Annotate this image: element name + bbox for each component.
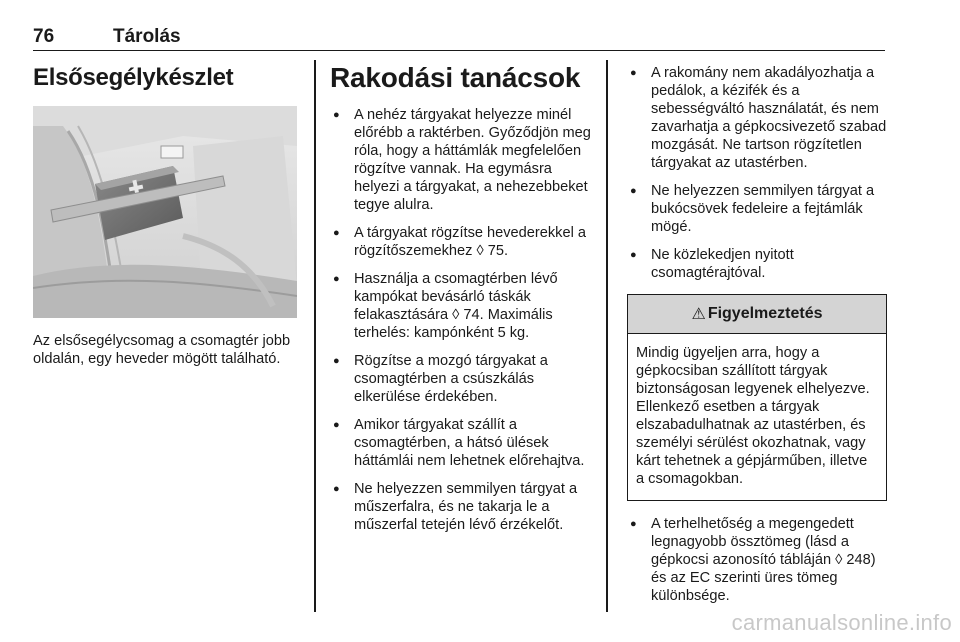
list-item: ● A nehéz tárgyakat helyezze minél előrébb a raktérben. Győződjön meg róla, hogy a háttámlák megfelelően rögzítve vannak. Ha egymásra helyezi a tárgyakat, a nehezebbeket tegye alulra. — [330, 106, 592, 214]
middle-column — [330, 60, 592, 534]
column-divider-1 — [314, 60, 316, 612]
loading-tips-list-bottom — [627, 515, 887, 605]
page-header — [33, 26, 885, 51]
list-item: ● A rakomány nem akadályozhatja a pedálok, a kézifék és a sebességváltó használatát, és nem zavarhatja a gépkocsivezető szabad mozgását. Ne tartson rögzítetlen tárgyakat az utastérben. — [627, 64, 887, 172]
first-aid-caption: Az elsősegélycsomag a csomagtér jobb oldalán, egy heveder mögött található. — [33, 333, 291, 367]
warning-title: Figyelmeztetés — [707, 305, 823, 322]
list-item: ● A tárgyakat rögzítse hevederekkel a rögzítőszemekhez ◊ 75. — [330, 224, 592, 260]
list-item: ● Ne közlekedjen nyitott csomagtérajtóval. — [627, 246, 887, 282]
warning-box — [627, 294, 887, 501]
right-column — [627, 60, 887, 605]
section-title-loading-tips: Rakodási tanácsok — [330, 62, 581, 93]
loading-tips-list — [330, 106, 592, 534]
warning-triangle-icon: ⚠ — [691, 306, 706, 323]
list-item: ● Amikor tárgyakat szállít a csomagtérben, a hátsó ülések háttámlái nem lehetnek előrehajtva. — [330, 416, 592, 470]
list-item: ● Ne helyezzen semmilyen tárgyat a műszerfalra, és ne takarja le a műszerfal tetején lévő érzékelőt. — [330, 480, 592, 534]
warning-text: Mindig ügyeljen arra, hogy a gépkocsiban szállított tárgyak biztonságosan legyenek elhelyezve. Ellenkező esetben a tárgyak elszabadulhatnak az utastérben, és személyi sérülést okozhatnak, vagy kárt tehetnek a gépjárműben, illetve a csomagokban. — [636, 345, 870, 487]
chapter-title: Tárolás — [113, 26, 181, 47]
left-column — [33, 60, 301, 368]
list-item: ● Használja a csomagtérben lévő kampókat bevásárló táskák felakasztására ◊ 74. Maximális terhelés: kampónként 5 kg. — [330, 270, 592, 342]
first-aid-kit-photo — [33, 106, 297, 318]
list-item: ● Rögzítse a mozgó tárgyakat a csomagtérben a csúszkálás elkerülése érdekében. — [330, 352, 592, 406]
warning-header — [628, 295, 886, 334]
column-divider-2 — [606, 60, 608, 612]
watermark: carmanualsonline.info — [731, 610, 952, 635]
list-item: ● Ne helyezzen semmilyen tárgyat a bukócsövek fedeleire a fejtámlák mögé. — [627, 182, 887, 236]
list-item: ● A terhelhetőség a megengedett legnagyobb össztömeg (lásd a gépkocsi azonosító tábláján ◊ 248) és az EC szerinti üres tömeg különbsége. — [627, 515, 887, 605]
page-number: 76 — [33, 26, 55, 47]
loading-tips-list-continued — [627, 64, 887, 282]
section-title-first-aid: Elsősegélykészlet — [33, 64, 234, 91]
